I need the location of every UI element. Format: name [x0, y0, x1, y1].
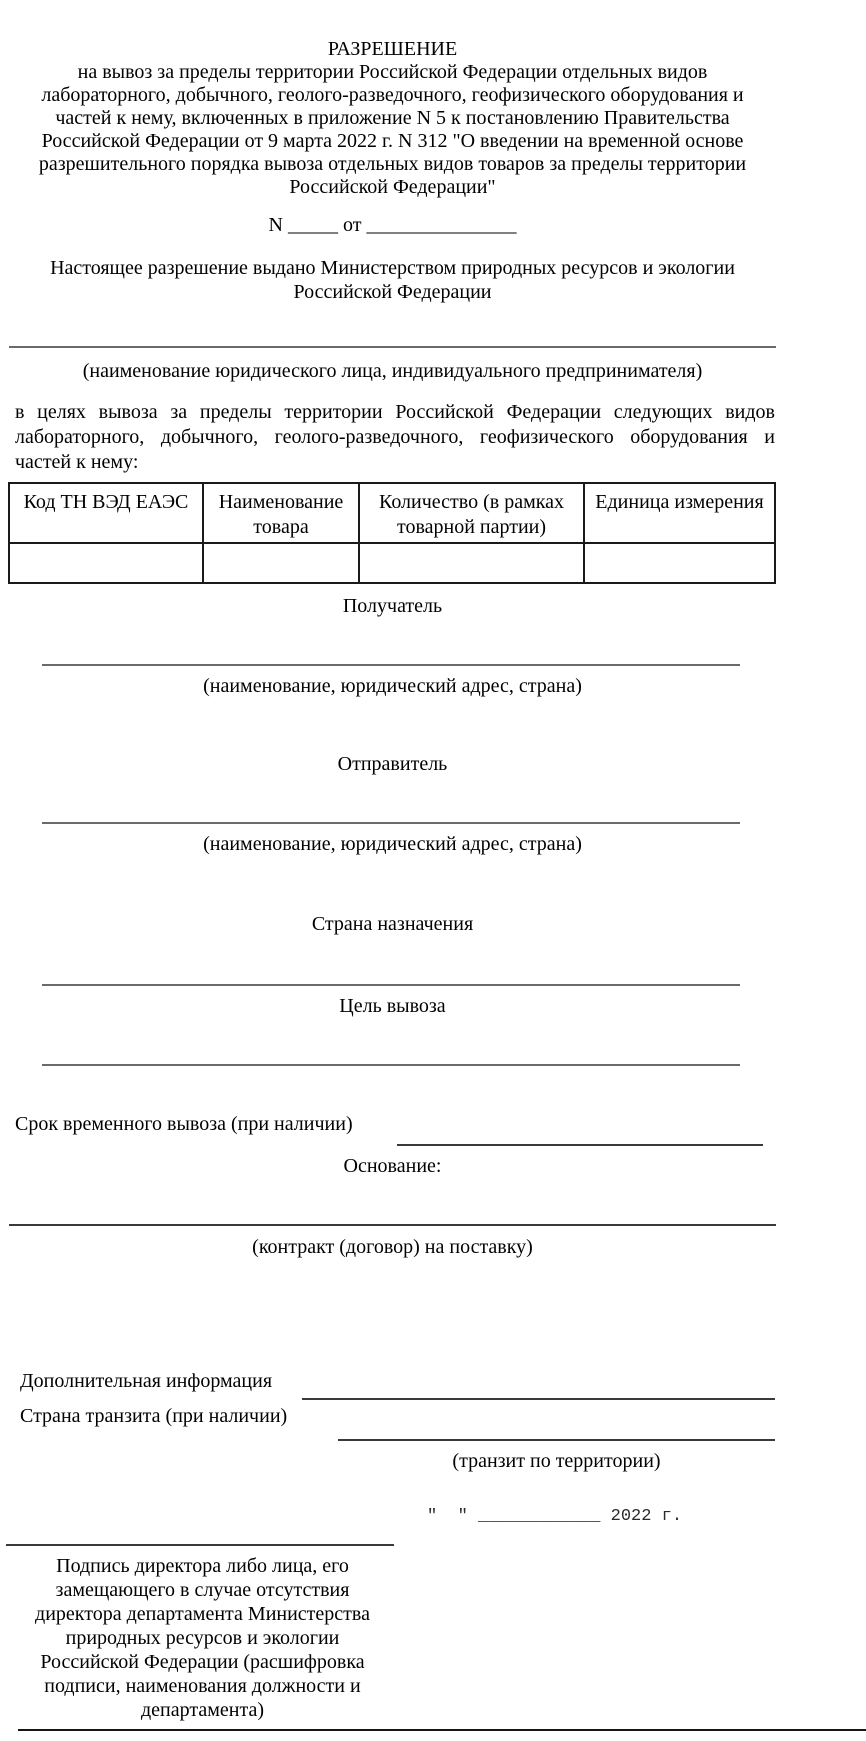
fill-line-additional-info	[302, 1398, 775, 1400]
subtitle-line-5: разрешительного порядка вывоза отдельных видов товаров за пределы территории	[38, 153, 747, 175]
subtitle-line-1: на вывоз за пределы территории Российской Федерации отдельных видов	[77, 61, 708, 83]
page-bottom-rule	[18, 1729, 866, 1731]
goods-table-wrap	[8, 482, 776, 584]
issuer-caption: (наименование юридического лица, индивидуального предпринимателя)	[82, 360, 703, 382]
cell-quantity	[359, 543, 584, 583]
transit-caption: (транзит по территории)	[452, 1450, 661, 1472]
purpose-line-2: лабораторного, добычного, геолого-разведочного, геофизического оборудования и	[15, 426, 775, 448]
fill-line-issuer	[9, 346, 776, 348]
issued-by-line-2: Российской Федерации	[293, 281, 492, 303]
cell-unit	[584, 543, 775, 583]
col-header-goods-name: Наименование товара	[203, 483, 359, 543]
fill-line-sender	[42, 822, 740, 824]
fill-line-destination	[42, 984, 740, 986]
sender-caption: (наименование, юридический адрес, страна)	[203, 833, 582, 855]
permit-number-line: N _____ от _______________	[268, 214, 517, 236]
cell-goods-name	[203, 543, 359, 583]
subtitle-line-6: Российской Федерации"	[289, 176, 496, 198]
col-header-unit: Единица измерения	[584, 483, 775, 543]
recipient-caption: (наименование, юридический адрес, страна)	[203, 675, 582, 697]
date-line: " " ____________ 2022 г.	[427, 1507, 683, 1526]
goods-table	[8, 482, 776, 584]
subtitle-line-3: частей к нему, включенных в приложение N 5 к постановлению Правительства	[55, 107, 730, 129]
fill-line-export-purpose	[42, 1064, 740, 1066]
signature-caption-line-7: департамента)	[141, 1699, 264, 1721]
transit-country-label: Страна транзита (при наличии)	[20, 1405, 288, 1427]
document-title-block	[9, 38, 776, 199]
col-header-quantity: Количество (в рамках товарной партии)	[359, 483, 584, 543]
subtitle-line-4: Российской Федерации от 9 марта 2022 г. N 312 "О введении на временной основе	[41, 130, 744, 152]
goods-table-header-row	[9, 483, 775, 543]
goods-table-empty-row	[9, 543, 775, 583]
signature-caption-block	[15, 1554, 390, 1722]
cell-tnved-code	[9, 543, 203, 583]
signature-caption-line-5: Российской Федерации (расшифровка	[40, 1651, 365, 1673]
signature-caption-line-1: Подпись директора либо лица, его	[56, 1555, 349, 1577]
sender-label: Отправитель	[337, 753, 448, 775]
basis-label: Основание:	[343, 1155, 442, 1177]
purpose-line-1: в целях вывоза за пределы территории Российской Федерации следующих видов	[15, 401, 775, 423]
document-title: РАЗРЕШЕНИЕ	[327, 38, 458, 60]
issued-by-line-1: Настоящее разрешение выдано Министерством природных ресурсов и экологии	[50, 257, 735, 279]
temp-export-label: Срок временного вывоза (при наличии)	[15, 1113, 353, 1135]
fill-line-temp-export	[397, 1144, 763, 1146]
fill-line-recipient	[42, 664, 740, 666]
signature-caption-line-4: природных ресурсов и экологии	[65, 1627, 340, 1649]
fill-line-basis	[9, 1224, 776, 1226]
col-header-tnved-code: Код ТН ВЭД ЕАЭС	[9, 483, 203, 543]
purpose-paragraph	[15, 400, 775, 475]
signature-caption-line-6: подписи, наименования должности и	[44, 1675, 361, 1697]
fill-line-transit-country	[338, 1439, 775, 1441]
basis-caption: (контракт (договор) на поставку)	[252, 1236, 533, 1258]
subtitle-line-2: лабораторного, добычного, геолого-разведочного, геофизического оборудования и	[41, 84, 744, 106]
purpose-line-3: частей к нему:	[15, 451, 139, 473]
additional-info-label: Дополнительная информация	[20, 1370, 273, 1392]
signature-caption-line-2: замещающего в случае отсутствия	[55, 1579, 350, 1601]
issued-by-block	[9, 256, 776, 304]
signature-caption-line-3: директора департамента Министерства	[35, 1603, 370, 1625]
export-purpose-label: Цель вывоза	[339, 995, 446, 1017]
recipient-label: Получатель	[342, 595, 443, 617]
destination-country-label: Страна назначения	[311, 913, 474, 935]
signature-line	[6, 1544, 394, 1546]
